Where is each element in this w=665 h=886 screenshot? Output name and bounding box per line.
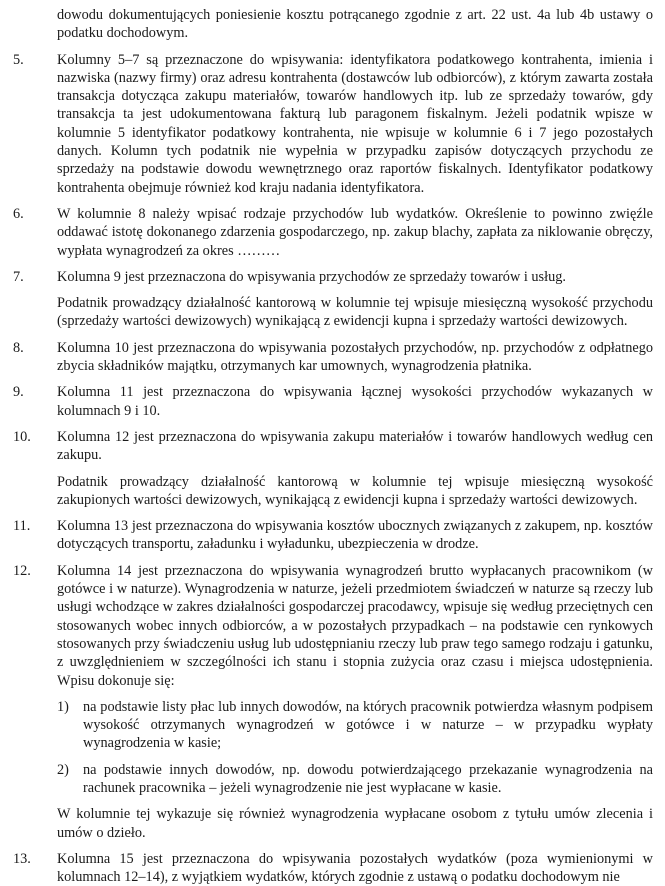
item-6 [13,205,653,260]
item-number: 8. [13,339,24,356]
subitem-number: 1) [57,698,69,715]
subitem-1 [57,698,653,753]
item-paragraph: Kolumna 11 jest przeznaczona do wpisywania łącznej wysokości przychodów wykazanych w kolumnach 9 i 10. [57,384,653,419]
subitem-text: na podstawie innych dowodów, np. dowodu potwierdzającego przekazanie wynagrodzenia na rachunek pracownika – jeżeli wynagrodzenie nie jest wypłacane w kasie. [83,761,653,796]
item-paragraph: Podatnik prowadzący działalność kantorową w kolumnie tej wpisuje miesięczną wysokość przychodu (sprzedaży wartości dewizowych) wynikającą z ewidencji kupna i sprzedaży wartości dewizowych. [57,295,653,330]
subitem-number: 2) [57,761,69,778]
item-number: 7. [13,268,24,285]
item-number: 6. [13,205,24,222]
continuation-text: dowodu dokumentujących poniesienie kosztu potrącanego zgodnie z art. 22 ust. 4a lub 4b ustawy o podatku dochodowym. [57,7,653,42]
item-11 [13,517,653,554]
item-number: 10. [13,428,31,445]
item-paragraph: Kolumny 5–7 są przeznaczone do wpisywania: identyfikatora podatkowego kontrahenta, imienia i nazwiska (nazwy firmy) oraz adresu kontrahenta (dostawców lub odbiorców), z którym zawarta została transakcja dotycząca zakupu materiałów, towarów handlowych itp. lub ze sprzedaży towarów, gdy transakcja ta jest udokumentowana fakturą lub paragonem fiskalnym. Jeżeli podatnik wpisze w kolumnie 5 identyfikator podatkowy kontrahenta, nie wpisuje w kolumnie 6 i 7 jego pozostałych danych. Kolumn tych podatnik nie wypełnia w przypadku zapisów dotyczących przychodu ze sprzedaży na podstawie dowodu wewnętrznego oraz raportów fiskalnych. Identyfikator podatkowy kontrahenta obejmuje również kod kraju nadania identyfikatora. [57,51,653,196]
item-paragraph: W kolumnie 8 należy wpisać rodzaje przychodów lub wydatków. Określenie to powinno zwięźle oddawać istotę dokonanego zdarzenia gospodarczego, np. zakup blachy, zapłata za niklowanie obręczy, wypłata wynagrodzeń za okres ……… [57,205,653,259]
item-8 [13,339,653,376]
item-paragraph: Kolumna 15 jest przeznaczona do wpisywania pozostałych wydatków (poza wymienionymi w kolumnach 12–14), z wyjątkiem wydatków, których zgodnie z ustawą o podatku dochodowym nie [57,850,653,886]
item-number: 11. [13,518,31,535]
item-paragraph: Kolumna 10 jest przeznaczona do wpisywania pozostałych przychodów, np. przychodów z odpłatnego zbycia składników majątku, otrzymanych kar umownych, wynagrodzenia płatnika. [57,339,653,375]
item-7 [13,268,653,331]
item-number: 12. [13,562,31,579]
item-paragraph: Kolumna 13 jest przeznaczona do wpisywania kosztów ubocznych związanych z zakupem, np. kosztów dotyczących transportu, załadunku i wyładunku, ubezpieczenia w drodze. [57,518,653,553]
item-12 [13,562,653,842]
subitem-text: na podstawie listy płac lub innych dowodów, na których pracownik potwierdza własnym podpisem wysokość otrzymanych wynagrodzeń w gotówce i w naturze – w przypadku wypłaty wynagrodzenia w kasie; [83,698,653,752]
item-5 [13,51,653,197]
item-number: 13. [13,850,31,867]
item-number: 9. [13,384,24,401]
item-13 [13,850,653,886]
item-10 [13,428,653,509]
item-after-text: W kolumnie tej wykazuje się również wynagrodzenia wypłacane osobom z tytułu umów zlecenia i umów o dzieło. [57,806,653,841]
item-number: 5. [13,51,24,68]
item-paragraph: Kolumna 14 jest przeznaczona do wpisywania wynagrodzeń brutto wypłacanych pracownikom (w gotówce i w naturze). Wynagrodzenia w naturze, jeżeli przedmiotem świadczeń w naturze są rzeczy lub usługi wchodzące w zakres działalności gospodarczej pracodawcy, wpisuje się według przeciętnych cen stosowanych wobec innych odbiorców, a w pozostałych przypadkach – na podstawie cen rynkowych stosowanych przy świadczeniu usług lub udostępnianiu rzeczy lub praw tego samego rodzaju i gatunku, z uwzględnieniem w szczególności ich stanu i stopnia zużycia oraz czasu i miejsca udostępnienia. Wpisu dokonuje się: [57,562,653,689]
item-paragraph: Kolumna 9 jest przeznaczona do wpisywania przychodów ze sprzedaży towarów i usług. [57,268,566,285]
subitem-2 [57,761,653,798]
item-9 [13,383,653,420]
item-paragraph: Kolumna 12 jest przeznaczona do wpisywania zakupu materiałów i towarów handlowych według cen zakupu. [57,428,653,464]
item-paragraph: Podatnik prowadzący działalność kantorową w kolumnie tej wpisuje miesięczną wysokość zakupionych wartości dewizowych, wynikającą z ewidencji kupna i sprzedaży wartości dewizowych. [57,473,653,508]
